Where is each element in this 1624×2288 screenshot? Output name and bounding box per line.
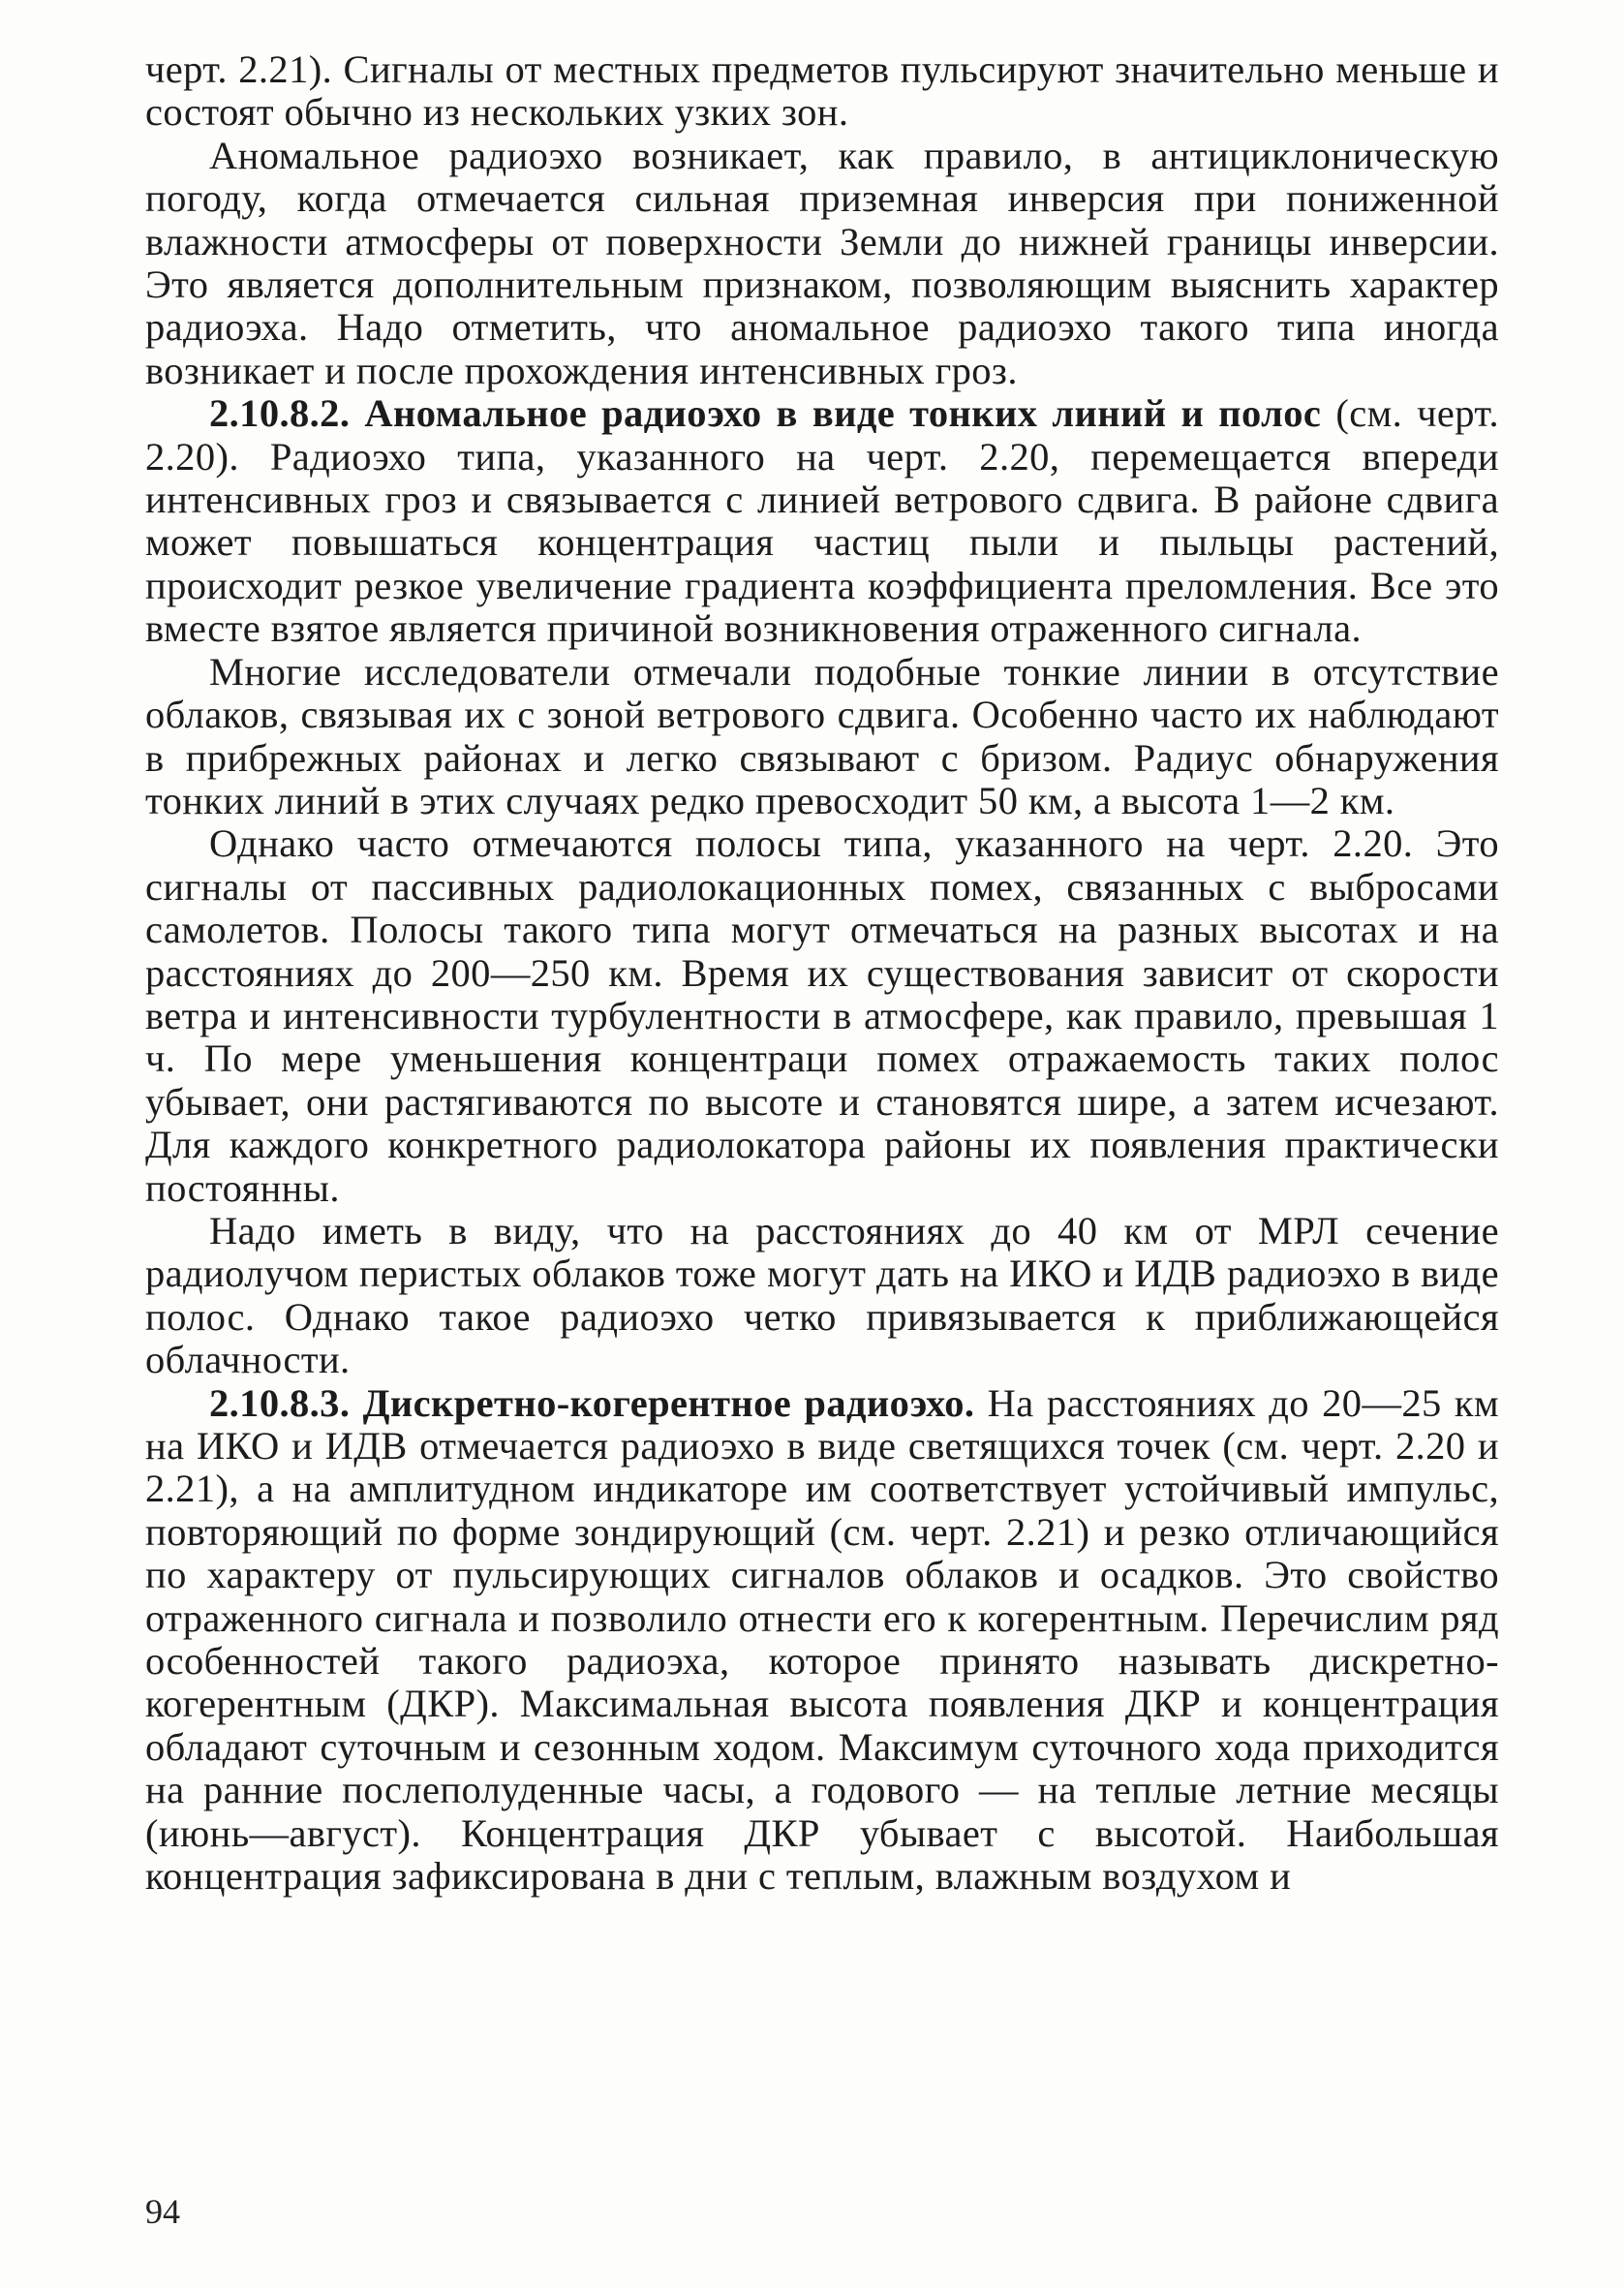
body-text [145,48,1499,1898]
paragraph-text: Многие исследователи отмечали подобные тонкие линии в отсутствие облаков, связывая их с зоной ветрового сдвига. Особенно часто их наблюдают в прибрежных районах и легко связывают с бризом. Радиус обнаружения тонких линий в этих случаях редко превосходит 50 км, а высота 1—2 км. [145,649,1499,822]
section-number: 2.10.8.2. [209,391,351,436]
section-2-10-8-3 [145,1382,1499,1899]
paragraph-bands [145,822,1499,1210]
paragraph-thin-lines [145,651,1499,823]
paragraph-text: черт. 2.21). Сигналы от местных предметов пульсируют значительно меньше и состоят обычно из нескольких узких зон. [145,47,1499,135]
paragraph-text: Аномальное радиоэхо возникает, как правило, в антициклоническую погоду, когда отмечается сильная приземная инверсия при пониженной влажности атмосферы от поверхности Земли до нижней границы инверсии. Это является дополнительным признаком, позволяющим выяснить характер радиоэха. Надо отметить, что аномальное радиоэхо такого типа иногда возникает и после прохождения интенсивных гроз. [145,133,1499,392]
section-2-10-8-2 [145,392,1499,650]
section-number: 2.10.8.3. [209,1380,351,1425]
section-title: Аномальное радиоэхо в виде тонких линий и полос [364,391,1322,436]
paragraph-text: На расстояниях до 20—25 км на ИКО и ИДВ отмечается радиоэхо в виде светящихся точек (см. черт. 2.20 и 2.21), а на амплитудном индикаторе им соответствует устойчивый импульс, повторяющий по форме зондирующий (см. черт. 2.21) и резко отличающийся по характеру от пульсирующих сигналов облаков и осадков. Это свойство отраженного сигнала и позволило отнести его к когерентным. Перечислим ряд особенностей такого радиоэха, которое принято называть дискретно-когерентным (ДКР). Максимальная высота появления ДКР и концентрация обладают суточным и сезонным ходом. Максимум суточного хода приходится на ранние послеполуденные часы, а годового — на теплые летние месяцы (июнь—август). Концентрация ДКР убывает с высотой. Наибольшая концентрация зафиксирована в дни с теплым, влажным воздухом и [145,1380,1500,1899]
section-title: Дискретно-когерентное радиоэхо. [362,1380,975,1425]
paragraph-text: Однако часто отмечаются полосы типа, указанного на черт. 2.20. Это сигналы от пассивных радиолокационных помех, связанных с выбросами самолетов. Полосы такого типа могут отмечаться на разных высотах и на расстояниях до 200—250 км. Время их существования зависит от скорости ветра и интенсивности турбулентности в атмосфере, как правило, превышая 1 ч. По мере уменьшения концентраци помех отражаемость таких полос убывает, они растягиваются по высоте и становятся шире, а затем исчезают. Для каждого конкретного радиолокатора районы их появления практически постоянны. [145,821,1499,1210]
page-number: 94 [145,2192,180,2231]
paragraph-text: Надо иметь в виду, что на расстояниях до 40 км от МРЛ сечение радиолучом перистых облаков тоже могут дать на ИКО и ИДВ радиоэхо в виде полос. Однако такое радиоэхо четко привязывается к приближающейся облачности. [145,1208,1499,1382]
paragraph-continuation [145,48,1499,135]
paragraph-text: (см. черт. 2.20). Радиоэхо типа, указанного на черт. 2.20, перемещается впереди интенсивных гроз и связывается с линией ветрового сдвига. В районе сдвига может повышаться концентрация частиц пыли и пыльцы растений, происходит резкое увеличение градиента коэффициента преломления. Все это вместе взятое является причиной возникновения отраженного сигнала. [145,391,1499,651]
paragraph-anomalous-echo [145,135,1499,392]
paragraph-cirrus [145,1210,1499,1382]
